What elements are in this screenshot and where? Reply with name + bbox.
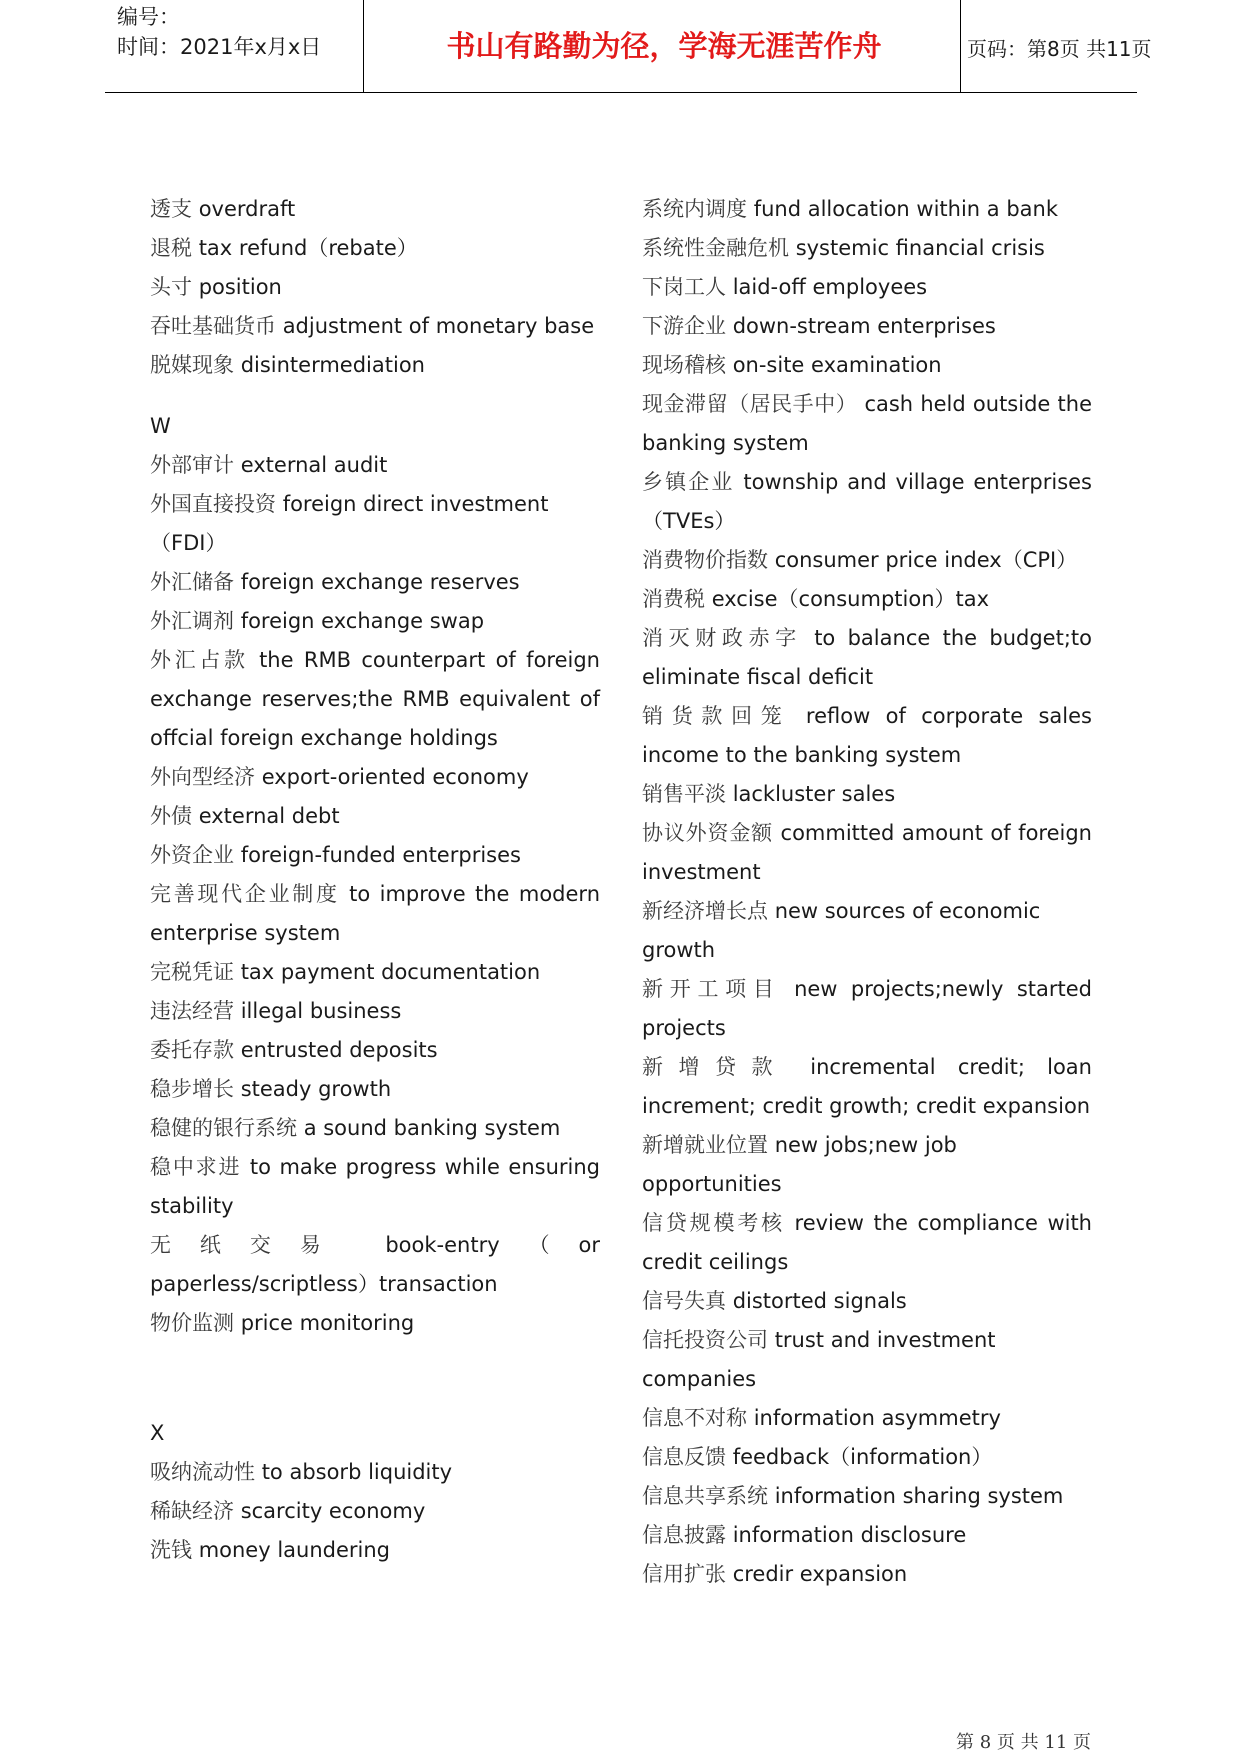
term-chinese: 无纸交易: [150, 1233, 350, 1257]
term-english: information sharing system: [774, 1484, 1064, 1508]
glossary-entry: [150, 1492, 600, 1531]
term-chinese: 稳步增长: [150, 1077, 234, 1101]
glossary-entry: [150, 641, 600, 758]
glossary-entry: [150, 992, 600, 1031]
glossary-entry: [150, 229, 600, 268]
header-motto: 书山有路勤为径，学海无涯苦作舟: [446, 29, 882, 63]
term-english: entrusted deposits: [240, 1038, 438, 1062]
glossary-entry: [150, 1226, 600, 1304]
term-chinese: 外资企业: [150, 843, 234, 867]
term-chinese: 委托存款: [150, 1038, 234, 1062]
term-chinese: 现场稽核: [642, 353, 726, 377]
glossary-group-w: [150, 446, 600, 1343]
term-english: fund allocation within a bank: [753, 197, 1058, 221]
term-english: trust and investment companies: [642, 1328, 996, 1391]
term-chinese: 信号失真: [642, 1289, 726, 1313]
header-divider-left: [363, 0, 364, 92]
glossary-entry: [642, 307, 1092, 346]
glossary-entry: [150, 1109, 600, 1148]
glossary-entry: [150, 797, 600, 836]
term-chinese: 稀缺经济: [150, 1499, 234, 1523]
term-chinese: 外汇调剂: [150, 609, 234, 633]
term-english: review the compliance with credit ceilings: [642, 1211, 1092, 1274]
term-chinese: 新经济增长点: [642, 899, 768, 923]
glossary-entry: [150, 758, 600, 797]
term-english: to improve the modern enterprise system: [150, 882, 600, 945]
glossary-group-x-continued: [642, 190, 1092, 1594]
term-chinese: 协议外资金额: [642, 821, 774, 845]
glossary-entry: [150, 446, 600, 485]
term-chinese: 完善现代企业制度: [150, 882, 340, 906]
glossary-entry: [150, 1453, 600, 1492]
glossary-entry: [642, 190, 1092, 229]
term-chinese: 新增贷款: [642, 1055, 789, 1079]
term-english: distorted signals: [732, 1289, 907, 1313]
term-chinese: 信托投资公司: [642, 1328, 768, 1352]
section-letter-x: X: [150, 1421, 165, 1445]
term-english: lackluster sales: [732, 782, 896, 806]
term-english: information asymmetry: [753, 1406, 1001, 1430]
term-chinese: 完税凭证: [150, 960, 234, 984]
term-english: tax refund（rebate）: [198, 236, 418, 260]
glossary-entry: [150, 1531, 600, 1570]
glossary-entry: [642, 1438, 1092, 1477]
term-chinese: 外向型经济: [150, 765, 255, 789]
term-chinese: 消灭财政赤字: [642, 626, 802, 650]
term-english: new jobs;new job opportunities: [642, 1133, 957, 1196]
term-chinese: 信用扩张: [642, 1562, 726, 1586]
term-english: scarcity economy: [240, 1499, 426, 1523]
term-chinese: 销货款回笼: [642, 704, 791, 728]
section-letter-w: W: [150, 414, 171, 438]
term-english: down-stream enterprises: [732, 314, 996, 338]
term-english: reflow of corporate sales income to the banking system: [642, 704, 1092, 767]
term-chinese: 脱媒现象: [150, 353, 234, 377]
term-english: new sources of economic growth: [642, 899, 1041, 962]
term-chinese: 稳中求进: [150, 1155, 242, 1179]
term-english: tax payment documentation: [240, 960, 541, 984]
term-chinese: 吸纳流动性: [150, 1460, 255, 1484]
term-english: the RMB counterpart of foreign exchange reserves;the RMB equivalent of offcial foreign exchange holdings: [150, 648, 600, 750]
term-chinese: 信息披露: [642, 1523, 726, 1547]
term-chinese: 系统性金融危机: [642, 236, 789, 260]
glossary-entry: [642, 619, 1092, 697]
term-english: foreign-funded enterprises: [240, 843, 521, 867]
glossary-entry: [642, 697, 1092, 775]
header-page-code: 页码：第8页 共11页: [967, 37, 1152, 61]
term-english: information disclosure: [732, 1523, 967, 1547]
glossary-entry: [642, 814, 1092, 892]
glossary-entry: [642, 1126, 1092, 1204]
glossary-entry: [150, 190, 600, 229]
term-chinese: 退税: [150, 236, 192, 260]
header-divider-right: [960, 0, 961, 92]
term-english: foreign exchange swap: [240, 609, 485, 633]
term-chinese: 外汇占款: [150, 648, 249, 672]
term-chinese: 新开工项目: [642, 977, 781, 1001]
term-english: credir expansion: [732, 1562, 908, 1586]
term-english: to make progress while ensuring stability: [150, 1155, 600, 1218]
term-english: excise（consumption）tax: [711, 587, 990, 611]
term-english: committed amount of foreign investment: [642, 821, 1092, 884]
page-header: [105, 0, 1152, 93]
term-english: overdraft: [198, 197, 296, 221]
term-english: systemic financial crisis: [795, 236, 1045, 260]
term-chinese: 外汇储备: [150, 570, 234, 594]
term-english: money laundering: [198, 1538, 391, 1562]
glossary-entry: [150, 485, 600, 563]
glossary-entry: [642, 892, 1092, 970]
term-english: laid-off employees: [732, 275, 928, 299]
term-chinese: 外国直接投资: [150, 492, 276, 516]
glossary-entry: [642, 463, 1092, 541]
glossary-entry: [642, 1321, 1092, 1399]
term-english: township and village enterprises（TVEs）: [642, 470, 1092, 533]
glossary-entry: [150, 875, 600, 953]
term-chinese: 稳健的银行系统: [150, 1116, 297, 1140]
left-column: [150, 190, 600, 1570]
term-chinese: 系统内调度: [642, 197, 747, 221]
header-meta: [117, 2, 367, 62]
term-english: steady growth: [240, 1077, 392, 1101]
term-chinese: 信息共享系统: [642, 1484, 768, 1508]
glossary-entry: [642, 970, 1092, 1048]
term-english: to balance the budget;to eliminate fiscal deficit: [642, 626, 1092, 689]
glossary-group-t: [150, 190, 600, 385]
term-english: to absorb liquidity: [261, 1460, 453, 1484]
term-chinese: 销售平淡: [642, 782, 726, 806]
term-english: disintermediation: [240, 353, 425, 377]
glossary-entry: [150, 836, 600, 875]
term-english: illegal business: [240, 999, 402, 1023]
term-english: cash held outside the banking system: [642, 392, 1092, 455]
term-chinese: 物价监测: [150, 1311, 234, 1335]
term-english: adjustment of monetary base: [282, 314, 595, 338]
term-english: position: [198, 275, 282, 299]
term-chinese: 洗钱: [150, 1538, 192, 1562]
term-chinese: 信息不对称: [642, 1406, 747, 1430]
term-english: external debt: [198, 804, 340, 828]
term-english: price monitoring: [240, 1311, 415, 1335]
glossary-entry: [642, 1204, 1092, 1282]
term-chinese: 乡镇企业: [642, 470, 735, 494]
glossary-entry: [642, 775, 1092, 814]
term-chinese: 信息反馈: [642, 1445, 726, 1469]
glossary-entry: [150, 346, 600, 385]
glossary-entry: [642, 1516, 1092, 1555]
term-chinese: 透支: [150, 197, 192, 221]
term-english: incremental credit; loan increment; credit growth; credit expansion: [642, 1055, 1092, 1118]
right-column: [642, 190, 1092, 1594]
term-english: foreign direct investment（FDI）: [150, 492, 549, 555]
term-english: consumer price index（CPI）: [774, 548, 1078, 572]
glossary-entry: [150, 1148, 600, 1226]
term-chinese: 违法经营: [150, 999, 234, 1023]
term-chinese: 下游企业: [642, 314, 726, 338]
page-footer: 第 8 页 共 11 页: [956, 1732, 1091, 1753]
term-english: export-oriented economy: [261, 765, 529, 789]
term-chinese: 头寸: [150, 275, 192, 299]
term-chinese: 吞吐基础货币: [150, 314, 276, 338]
glossary-entry: [642, 1282, 1092, 1321]
term-chinese: 外部审计: [150, 453, 234, 477]
term-chinese: 消费税: [642, 587, 705, 611]
glossary-entry: [150, 602, 600, 641]
glossary-entry: [150, 563, 600, 602]
glossary-entry: [642, 385, 1092, 463]
glossary-entry: [642, 1555, 1092, 1594]
term-english: foreign exchange reserves: [240, 570, 520, 594]
glossary-entry: [150, 307, 600, 346]
term-chinese: 下岗工人: [642, 275, 726, 299]
glossary-entry: [150, 953, 600, 992]
glossary-entry: [642, 541, 1092, 580]
term-chinese: 信贷规模考核: [642, 1211, 785, 1235]
term-english: a sound banking system: [303, 1116, 561, 1140]
term-english: external audit: [240, 453, 388, 477]
date-label: 时间：2021年x月x日: [117, 35, 322, 59]
term-english: feedback（information）: [732, 1445, 993, 1469]
glossary-entry: [150, 1070, 600, 1109]
glossary-entry: [642, 1399, 1092, 1438]
glossary-entry: [642, 1048, 1092, 1126]
term-chinese: 消费物价指数: [642, 548, 768, 572]
glossary-entry: [642, 229, 1092, 268]
glossary-entry: [150, 1304, 600, 1343]
term-chinese: 外债: [150, 804, 192, 828]
term-english: book-entry（or paperless/scriptless）transaction: [150, 1233, 600, 1296]
term-chinese: 现金滞留（居民手中）: [642, 392, 858, 416]
glossary-entry: [642, 1477, 1092, 1516]
glossary-entry: [642, 580, 1092, 619]
glossary-entry: [642, 268, 1092, 307]
glossary-entry: [642, 346, 1092, 385]
term-chinese: 新增就业位置: [642, 1133, 768, 1157]
serial-label: 编号：: [117, 5, 180, 29]
glossary-entry: [150, 268, 600, 307]
term-english: on-site examination: [732, 353, 942, 377]
glossary-entry: [150, 1031, 600, 1070]
glossary-group-x: [150, 1453, 600, 1570]
term-english: new projects;newly started projects: [642, 977, 1093, 1040]
